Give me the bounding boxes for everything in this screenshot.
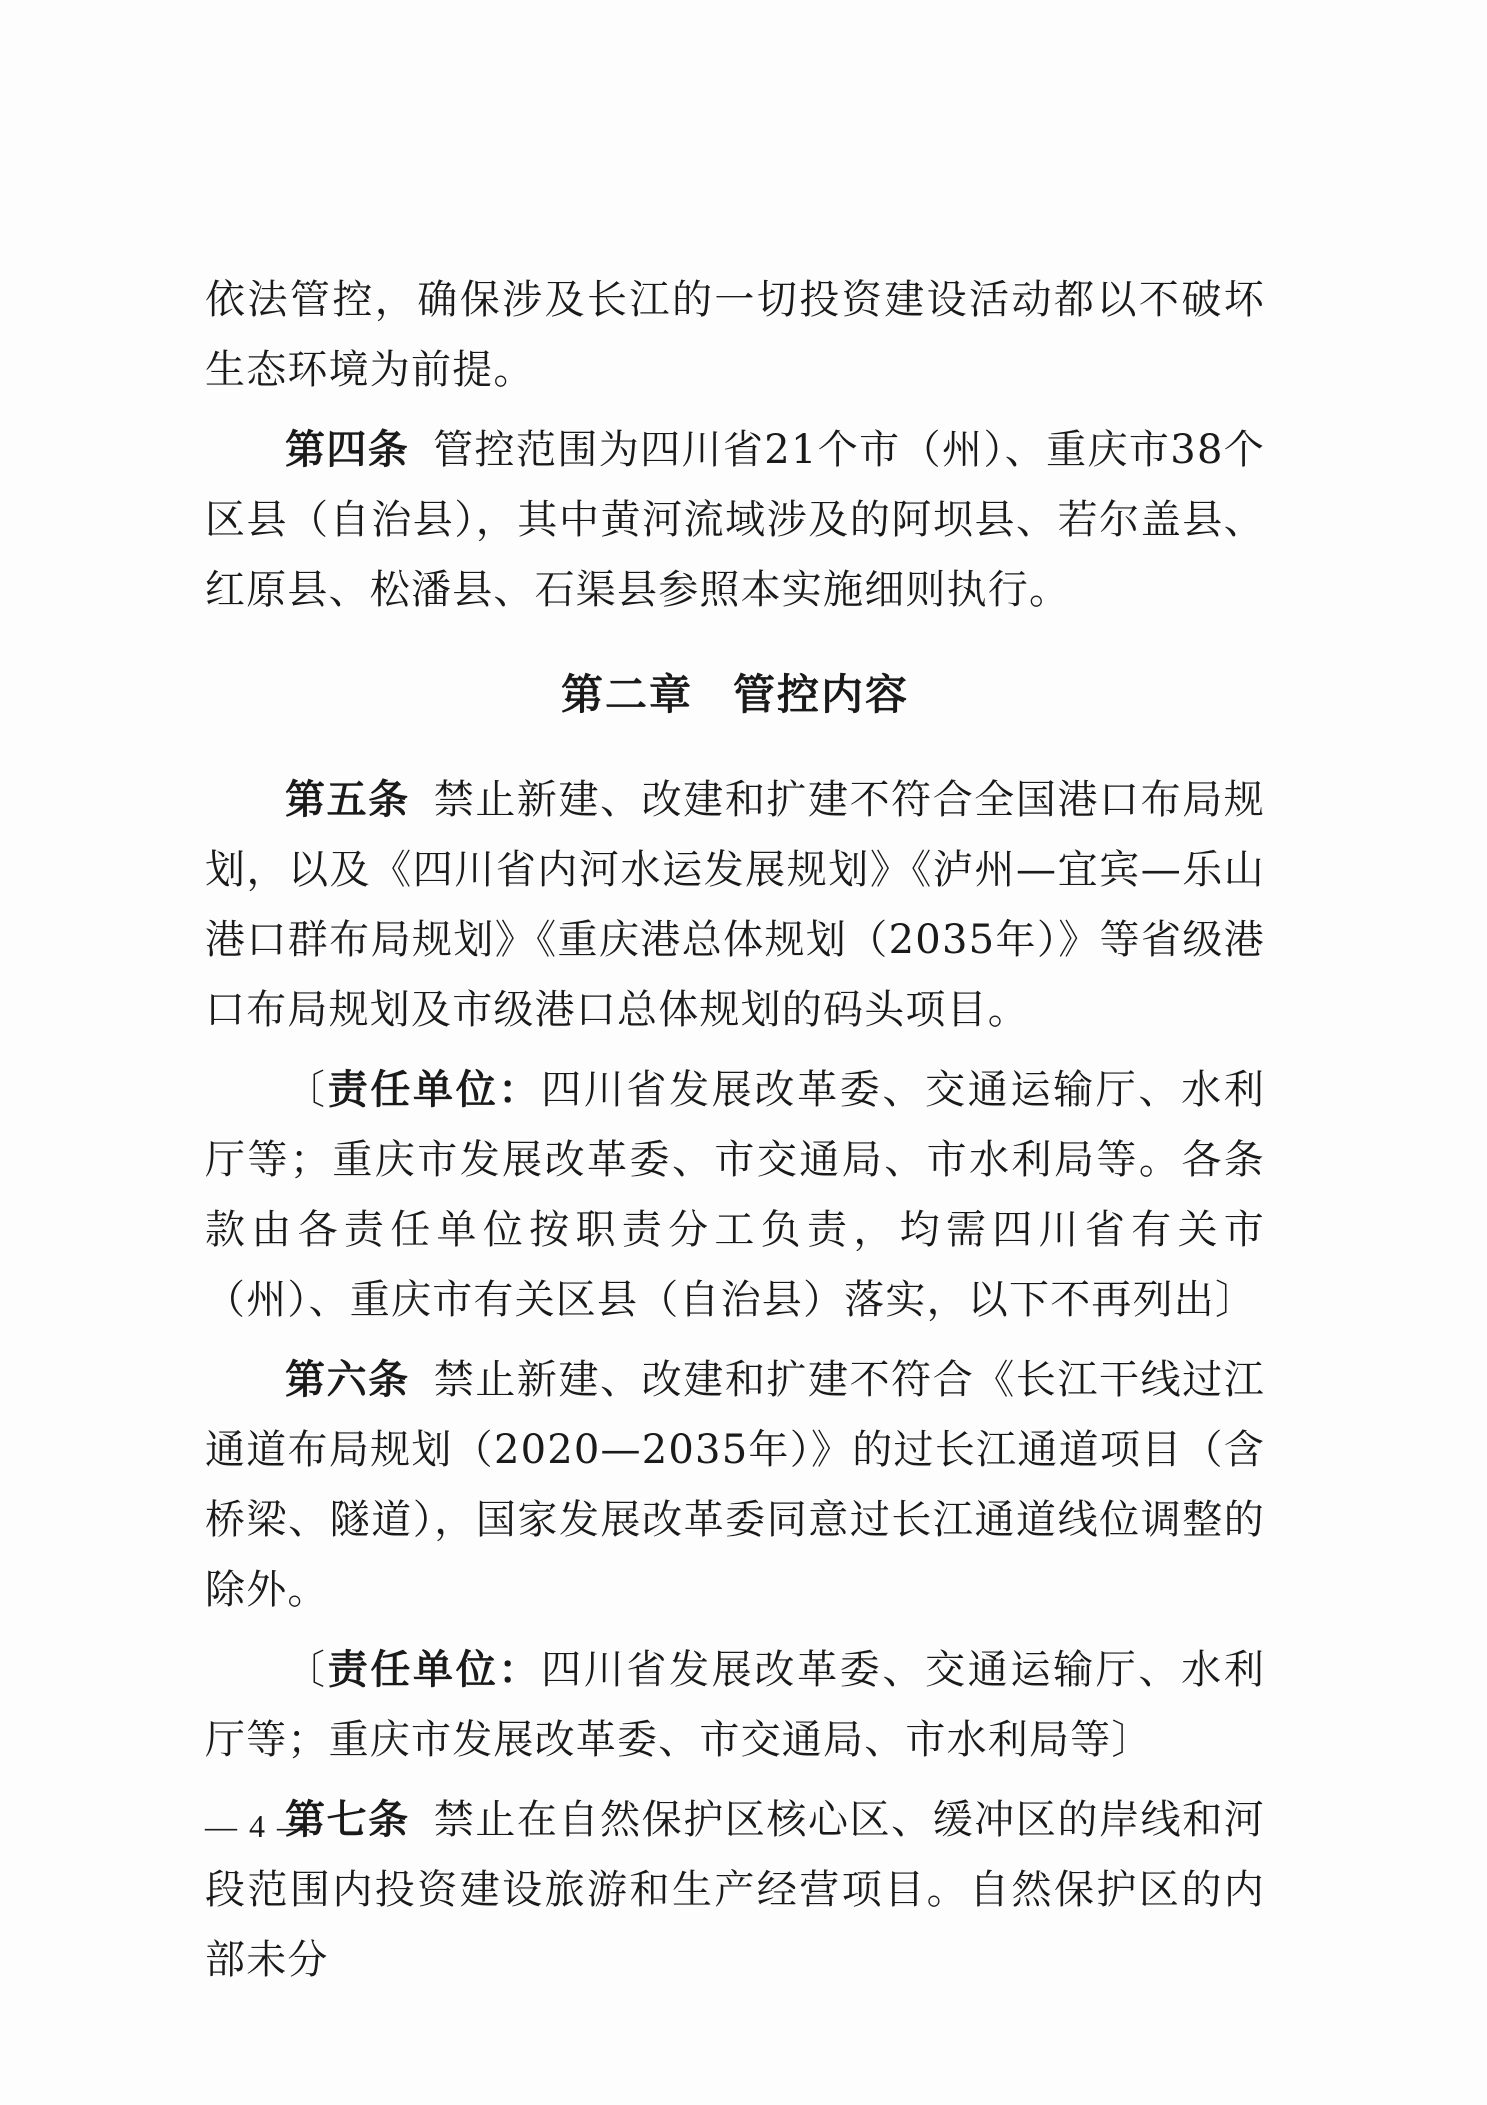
article-5-text: 禁止新建、改建和扩建不符合全国港口布局规划，以及《四川省内河水运发展规划》《泸州—宜宾—乐山港口群布局规划》《重庆港总体规划（2035年）》等省级港口布局规划及市级港口总体规划的码头项目。 — [205, 777, 1265, 1033]
chapter-title: 管控内容 — [733, 670, 910, 719]
article-5-responsibility — [205, 1055, 1265, 1335]
article-5-resp-text: 四川省发展改革委、交通运输厅、水利厅等；重庆市发展改革委、市交通局、市水利局等。各条款由各责任单位按职责分工负责，均需四川省有关市（州）、重庆市有关区县（自治县）落实，以下不再列出〕 — [205, 1067, 1266, 1323]
article-6-text: 禁止新建、改建和扩建不符合《长江干线过江通道布局规划（2020—2035年）》的过长江通道项目（含桥梁、隧道），国家发展改革委同意过长江通道线位调整的除外。 — [205, 1357, 1265, 1613]
article-5 — [205, 765, 1265, 1045]
article-5-resp-label: 责任单位： — [327, 1067, 542, 1113]
chapter-number: 第二章 — [560, 670, 693, 719]
article-4-number: 第四条 — [285, 427, 410, 473]
chapter-heading — [205, 665, 1265, 725]
article-6-responsibility — [205, 1635, 1265, 1775]
article-6-resp-bracket: 〔 — [285, 1647, 328, 1693]
article-6-resp-label: 责任单位： — [327, 1647, 542, 1693]
article-4 — [205, 415, 1265, 625]
article-6-number: 第六条 — [285, 1357, 410, 1403]
article-7-number: 第七条 — [285, 1797, 410, 1843]
article-6 — [205, 1345, 1265, 1625]
article-5-resp-bracket: 〔 — [285, 1067, 328, 1113]
article-7 — [205, 1785, 1265, 1995]
article-4-text: 管控范围为四川省21个市（州）、重庆市38个区县（自治县），其中黄河流域涉及的阿坝县、若尔盖县、红原县、松潘县、石渠县参照本实施细则执行。 — [205, 427, 1265, 613]
article-5-number: 第五条 — [285, 777, 410, 823]
continuation-paragraph: 依法管控，确保涉及长江的一切投资建设活动都以不破坏生态环境为前提。 — [205, 277, 1265, 393]
page-number: — 4 — — [205, 1808, 311, 1844]
article-7-text: 禁止在自然保护区核心区、缓冲区的岸线和河段范围内投资建设旅游和生产经营项目。自然保护区的内部未分 — [205, 1797, 1265, 1983]
body-text — [205, 265, 1265, 1995]
article-6-resp-text: 四川省发展改革委、交通运输厅、水利厅等；重庆市发展改革委、市交通局、市水利局等〕 — [205, 1647, 1266, 1763]
